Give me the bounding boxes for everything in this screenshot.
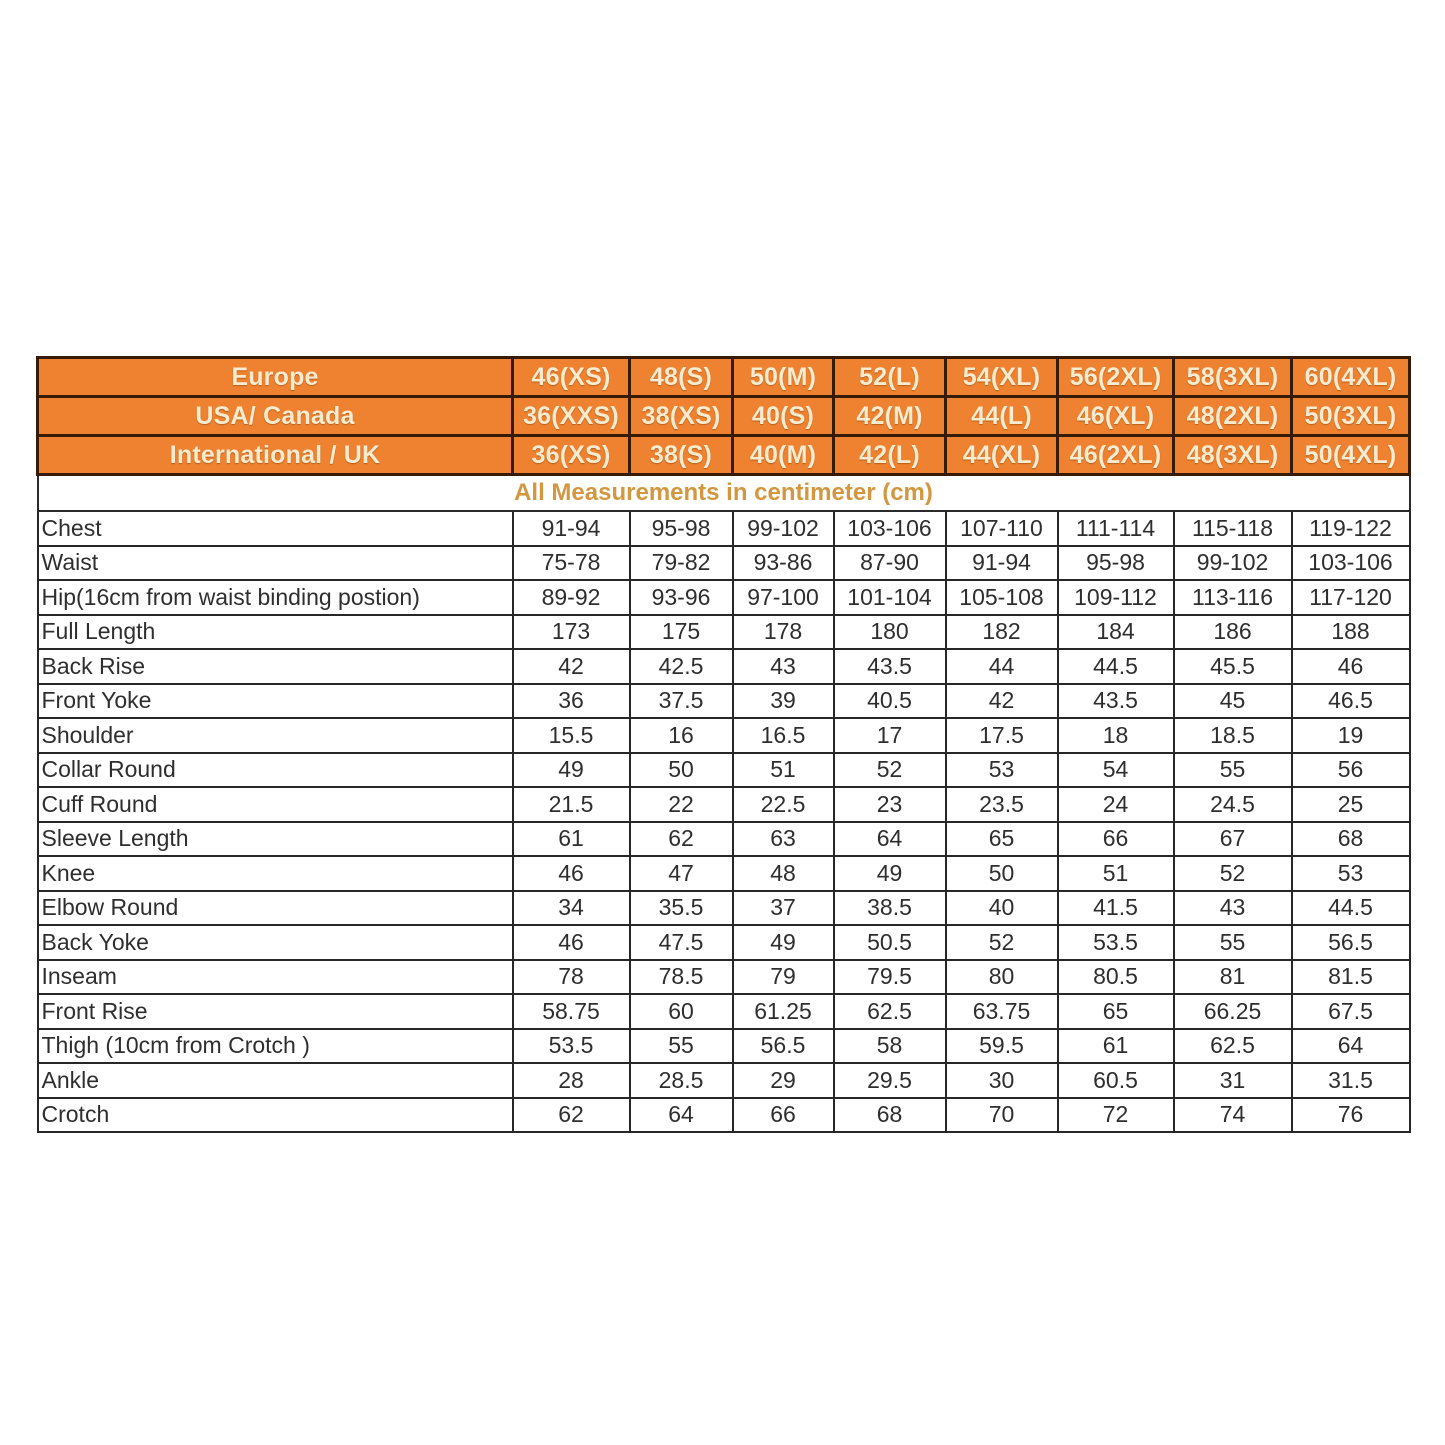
size-system-label: Europe — [38, 358, 513, 397]
measurement-value: 109-112 — [1058, 580, 1174, 615]
measurement-label: Chest — [38, 511, 513, 546]
measurement-row — [38, 960, 1410, 995]
measurement-value: 43 — [1174, 891, 1292, 926]
measurement-value: 49 — [733, 925, 834, 960]
measurement-value: 23.5 — [946, 787, 1058, 822]
measurement-row — [38, 994, 1410, 1029]
measurement-value: 79 — [733, 960, 834, 995]
measurement-value: 89-92 — [513, 580, 630, 615]
measurement-value: 173 — [513, 615, 630, 650]
measurement-label: Shoulder — [38, 718, 513, 753]
measurement-value: 55 — [1174, 925, 1292, 960]
measurement-value: 115-118 — [1174, 511, 1292, 546]
measurement-label: Knee — [38, 856, 513, 891]
measurement-row — [38, 649, 1410, 684]
measurement-value: 80 — [946, 960, 1058, 995]
measurement-value: 58.75 — [513, 994, 630, 1029]
measurement-value: 78.5 — [630, 960, 733, 995]
measurement-value: 87-90 — [834, 546, 946, 581]
measurement-value: 99-102 — [1174, 546, 1292, 581]
measurement-value: 38.5 — [834, 891, 946, 926]
measurement-label: Hip(16cm from waist binding postion) — [38, 580, 513, 615]
measurement-value: 95-98 — [1058, 546, 1174, 581]
size-cell: 36(XXS) — [513, 397, 630, 436]
measurement-value: 41.5 — [1058, 891, 1174, 926]
measurement-value: 80.5 — [1058, 960, 1174, 995]
measurement-value: 72 — [1058, 1098, 1174, 1133]
size-cell: 50(4XL) — [1292, 436, 1410, 475]
size-cell: 60(4XL) — [1292, 358, 1410, 397]
size-cell: 48(S) — [630, 358, 733, 397]
measurement-value: 56.5 — [733, 1029, 834, 1064]
measurement-value: 66.25 — [1174, 994, 1292, 1029]
measurement-row — [38, 718, 1410, 753]
measurement-value: 31.5 — [1292, 1063, 1410, 1098]
measurement-value: 97-100 — [733, 580, 834, 615]
size-cell: 46(XL) — [1058, 397, 1174, 436]
measurement-label: Collar Round — [38, 753, 513, 788]
measurement-value: 62 — [513, 1098, 630, 1133]
measurement-value: 42 — [946, 684, 1058, 719]
measurement-value: 62 — [630, 822, 733, 857]
measurement-value: 44 — [946, 649, 1058, 684]
measurement-value: 22.5 — [733, 787, 834, 822]
measurement-value: 50 — [630, 753, 733, 788]
measurement-value: 48 — [733, 856, 834, 891]
measurement-value: 52 — [834, 753, 946, 788]
subtitle-row — [38, 475, 1410, 512]
measurement-value: 67.5 — [1292, 994, 1410, 1029]
measurement-unit-note: All Measurements in centimeter (cm) — [38, 475, 1410, 512]
measurement-value: 56.5 — [1292, 925, 1410, 960]
size-system-label: International / UK — [38, 436, 513, 475]
measurement-value: 93-96 — [630, 580, 733, 615]
size-cell: 38(S) — [630, 436, 733, 475]
measurement-value: 43.5 — [834, 649, 946, 684]
measurement-value: 68 — [1292, 822, 1410, 857]
measurement-value: 79-82 — [630, 546, 733, 581]
measurement-value: 56 — [1292, 753, 1410, 788]
measurement-row — [38, 925, 1410, 960]
measurement-value: 61 — [1058, 1029, 1174, 1064]
measurement-label: Front Yoke — [38, 684, 513, 719]
measurement-value: 107-110 — [946, 511, 1058, 546]
measurement-value: 31 — [1174, 1063, 1292, 1098]
measurement-value: 61.25 — [733, 994, 834, 1029]
measurement-label: Ankle — [38, 1063, 513, 1098]
size-cell: 54(XL) — [946, 358, 1058, 397]
measurement-label: Sleeve Length — [38, 822, 513, 857]
measurement-value: 76 — [1292, 1098, 1410, 1133]
measurement-value: 30 — [946, 1063, 1058, 1098]
measurement-label: Waist — [38, 546, 513, 581]
measurement-value: 29 — [733, 1063, 834, 1098]
measurement-value: 68 — [834, 1098, 946, 1133]
measurement-value: 54 — [1058, 753, 1174, 788]
measurement-value: 81 — [1174, 960, 1292, 995]
measurement-value: 47.5 — [630, 925, 733, 960]
size-system-row — [38, 436, 1410, 475]
measurement-value: 39 — [733, 684, 834, 719]
size-cell: 46(XS) — [513, 358, 630, 397]
measurement-value: 188 — [1292, 615, 1410, 650]
measurement-value: 93-86 — [733, 546, 834, 581]
measurement-value: 117-120 — [1292, 580, 1410, 615]
measurement-value: 29.5 — [834, 1063, 946, 1098]
measurement-value: 49 — [513, 753, 630, 788]
measurement-value: 66 — [733, 1098, 834, 1133]
measurement-value: 50.5 — [834, 925, 946, 960]
measurement-value: 49 — [834, 856, 946, 891]
measurement-row — [38, 684, 1410, 719]
measurement-value: 105-108 — [946, 580, 1058, 615]
measurement-value: 75-78 — [513, 546, 630, 581]
measurement-value: 24.5 — [1174, 787, 1292, 822]
size-cell: 40(M) — [733, 436, 834, 475]
measurement-label: Thigh (10cm from Crotch ) — [38, 1029, 513, 1064]
size-cell: 44(XL) — [946, 436, 1058, 475]
measurement-value: 53.5 — [1058, 925, 1174, 960]
measurement-value: 63 — [733, 822, 834, 857]
measurement-value: 70 — [946, 1098, 1058, 1133]
measurement-value: 45.5 — [1174, 649, 1292, 684]
measurement-value: 175 — [630, 615, 733, 650]
measurement-value: 67 — [1174, 822, 1292, 857]
measurement-value: 186 — [1174, 615, 1292, 650]
size-system-row — [38, 358, 1410, 397]
measurement-value: 53 — [1292, 856, 1410, 891]
measurement-row — [38, 753, 1410, 788]
measurement-label: Full Length — [38, 615, 513, 650]
measurement-value: 46 — [513, 856, 630, 891]
measurement-value: 15.5 — [513, 718, 630, 753]
measurement-value: 103-106 — [834, 511, 946, 546]
measurement-value: 55 — [630, 1029, 733, 1064]
measurement-value: 59.5 — [946, 1029, 1058, 1064]
measurement-value: 91-94 — [513, 511, 630, 546]
measurement-value: 182 — [946, 615, 1058, 650]
measurement-value: 43 — [733, 649, 834, 684]
size-cell: 42(M) — [834, 397, 946, 436]
size-cell: 52(L) — [834, 358, 946, 397]
measurement-value: 53 — [946, 753, 1058, 788]
measurement-value: 44.5 — [1058, 649, 1174, 684]
size-chart — [36, 356, 1408, 1133]
size-cell: 50(M) — [733, 358, 834, 397]
measurement-value: 180 — [834, 615, 946, 650]
measurement-row — [38, 856, 1410, 891]
measurement-value: 111-114 — [1058, 511, 1174, 546]
measurement-value: 24 — [1058, 787, 1174, 822]
measurement-row — [38, 511, 1410, 546]
measurement-value: 18.5 — [1174, 718, 1292, 753]
measurement-value: 81.5 — [1292, 960, 1410, 995]
measurement-value: 95-98 — [630, 511, 733, 546]
size-cell: 46(2XL) — [1058, 436, 1174, 475]
size-system-row — [38, 397, 1410, 436]
measurement-value: 18 — [1058, 718, 1174, 753]
measurement-value: 65 — [1058, 994, 1174, 1029]
measurement-value: 22 — [630, 787, 733, 822]
measurement-value: 53.5 — [513, 1029, 630, 1064]
measurement-value: 47 — [630, 856, 733, 891]
measurement-row — [38, 1063, 1410, 1098]
measurement-value: 45 — [1174, 684, 1292, 719]
measurement-value: 35.5 — [630, 891, 733, 926]
measurement-value: 78 — [513, 960, 630, 995]
measurement-value: 74 — [1174, 1098, 1292, 1133]
measurement-value: 64 — [1292, 1029, 1410, 1064]
measurement-value: 119-122 — [1292, 511, 1410, 546]
measurement-value: 50 — [946, 856, 1058, 891]
measurement-label: Back Rise — [38, 649, 513, 684]
measurement-row — [38, 822, 1410, 857]
size-cell: 48(3XL) — [1174, 436, 1292, 475]
measurement-label: Cuff Round — [38, 787, 513, 822]
measurement-value: 23 — [834, 787, 946, 822]
measurement-value: 60 — [630, 994, 733, 1029]
measurement-value: 184 — [1058, 615, 1174, 650]
size-cell: 56(2XL) — [1058, 358, 1174, 397]
measurement-value: 178 — [733, 615, 834, 650]
measurement-value: 79.5 — [834, 960, 946, 995]
measurement-row — [38, 891, 1410, 926]
measurement-value: 51 — [733, 753, 834, 788]
measurement-value: 40.5 — [834, 684, 946, 719]
measurement-label: Inseam — [38, 960, 513, 995]
measurement-value: 91-94 — [946, 546, 1058, 581]
size-system-label: USA/ Canada — [38, 397, 513, 436]
measurement-value: 65 — [946, 822, 1058, 857]
measurement-value: 101-104 — [834, 580, 946, 615]
size-cell: 40(S) — [733, 397, 834, 436]
measurement-value: 64 — [630, 1098, 733, 1133]
measurement-row — [38, 787, 1410, 822]
measurement-value: 42.5 — [630, 649, 733, 684]
measurement-label: Crotch — [38, 1098, 513, 1133]
measurement-value: 66 — [1058, 822, 1174, 857]
measurement-value: 37.5 — [630, 684, 733, 719]
measurement-value: 46 — [513, 925, 630, 960]
measurement-value: 16.5 — [733, 718, 834, 753]
measurement-value: 55 — [1174, 753, 1292, 788]
measurement-label: Back Yoke — [38, 925, 513, 960]
measurement-value: 99-102 — [733, 511, 834, 546]
size-cell: 36(XS) — [513, 436, 630, 475]
measurement-value: 17 — [834, 718, 946, 753]
measurement-value: 17.5 — [946, 718, 1058, 753]
size-cell: 58(3XL) — [1174, 358, 1292, 397]
measurement-value: 51 — [1058, 856, 1174, 891]
measurement-value: 62.5 — [1174, 1029, 1292, 1064]
size-cell: 48(2XL) — [1174, 397, 1292, 436]
measurement-label: Elbow Round — [38, 891, 513, 926]
measurement-value: 52 — [1174, 856, 1292, 891]
measurement-row — [38, 546, 1410, 581]
measurement-value: 52 — [946, 925, 1058, 960]
size-cell: 44(L) — [946, 397, 1058, 436]
measurement-value: 36 — [513, 684, 630, 719]
measurement-row — [38, 615, 1410, 650]
measurement-value: 42 — [513, 649, 630, 684]
measurement-value: 113-116 — [1174, 580, 1292, 615]
measurement-value: 21.5 — [513, 787, 630, 822]
measurement-value: 28.5 — [630, 1063, 733, 1098]
measurement-value: 63.75 — [946, 994, 1058, 1029]
measurement-row — [38, 580, 1410, 615]
measurement-value: 64 — [834, 822, 946, 857]
size-chart-table — [36, 356, 1411, 1133]
measurement-value: 25 — [1292, 787, 1410, 822]
measurement-value: 34 — [513, 891, 630, 926]
measurement-value: 16 — [630, 718, 733, 753]
measurement-value: 60.5 — [1058, 1063, 1174, 1098]
measurement-value: 43.5 — [1058, 684, 1174, 719]
measurement-value: 103-106 — [1292, 546, 1410, 581]
measurement-value: 37 — [733, 891, 834, 926]
measurement-value: 40 — [946, 891, 1058, 926]
measurement-value: 61 — [513, 822, 630, 857]
measurement-value: 46 — [1292, 649, 1410, 684]
size-cell: 38(XS) — [630, 397, 733, 436]
size-cell: 50(3XL) — [1292, 397, 1410, 436]
measurement-value: 28 — [513, 1063, 630, 1098]
measurement-row — [38, 1098, 1410, 1133]
measurement-value: 44.5 — [1292, 891, 1410, 926]
size-cell: 42(L) — [834, 436, 946, 475]
measurement-value: 46.5 — [1292, 684, 1410, 719]
measurement-value: 58 — [834, 1029, 946, 1064]
measurement-value: 19 — [1292, 718, 1410, 753]
measurement-label: Front Rise — [38, 994, 513, 1029]
measurement-value: 62.5 — [834, 994, 946, 1029]
measurement-row — [38, 1029, 1410, 1064]
